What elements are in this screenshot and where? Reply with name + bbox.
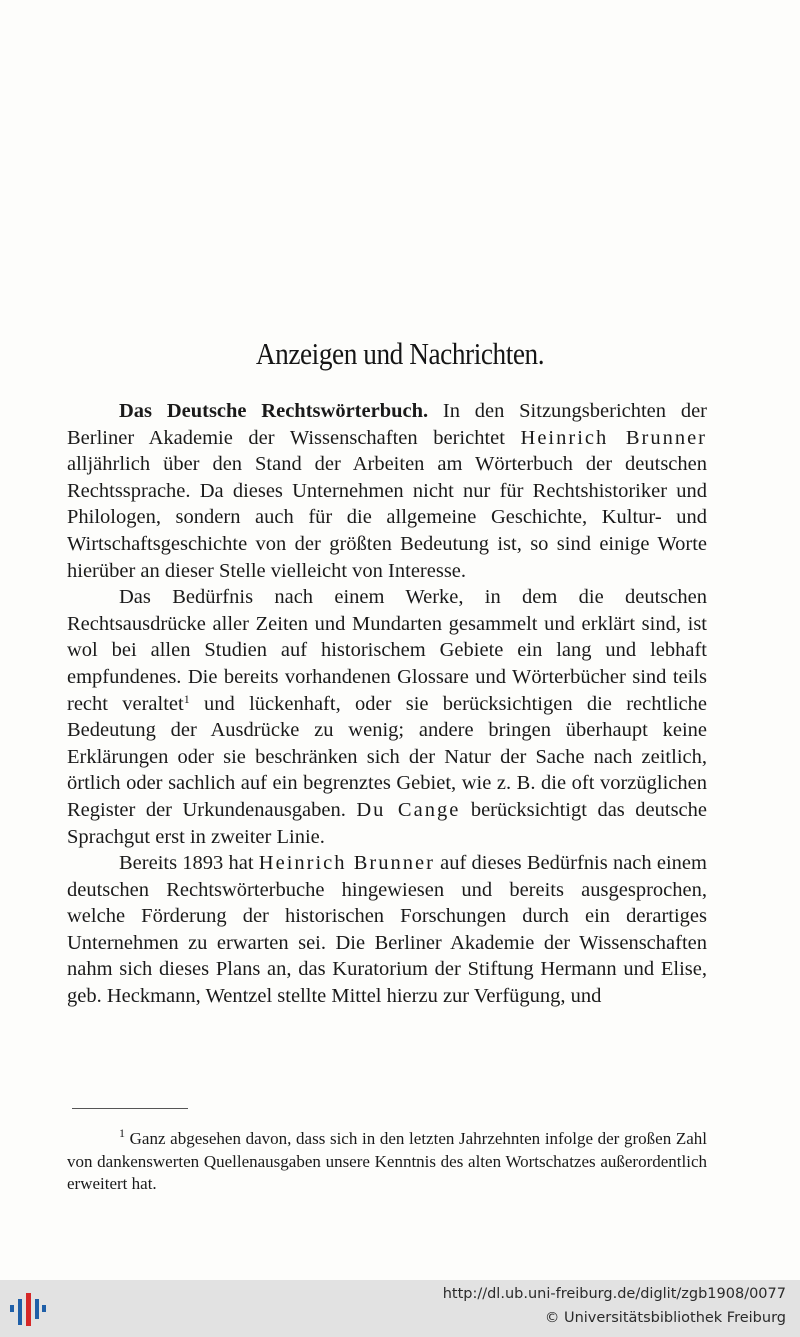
paragraph-2-text-c: berücksichtigt das deutsche Sprachgut erst in zweiter Linie.: [67, 798, 707, 848]
paragraph-3: [67, 850, 707, 1010]
paragraph-1: [67, 398, 707, 584]
permalink-url[interactable]: http://dl.ub.uni-freiburg.de/diglit/zgb1908/0077: [442, 1286, 786, 1302]
article-body: [67, 398, 707, 1010]
footnote-reference: 1: [183, 691, 190, 706]
footnote: [67, 1128, 707, 1196]
copyright-notice: © Universitätsbibliothek Freiburg: [544, 1310, 786, 1326]
paragraph-3-text-a: Bereits 1893 hat: [119, 852, 259, 875]
paragraph-1-text-a: In den Sitzungsberichten der Berliner Akademie der Wissenschaften berichtet: [67, 400, 707, 449]
lead-in-title: Das Deutsche Rechtswörterbuch.: [119, 400, 429, 422]
person-name: Heinrich Brunner: [258, 852, 435, 875]
person-name: Du Cange: [356, 798, 461, 821]
footnote-mark: 1: [119, 1126, 125, 1140]
paragraph-2-text-b: und lückenhaft, oder sie berücksichtigen die rechtliche Bedeutung der Ausdrücke zu wenig; andere bringen überhaupt keine Erklärungen oder sie beschränken sich der Natur der Sache nach zeitlich, örtlich oder sachlich auf ein begrenztes Gebiet, wie z. B. die oft vorzüglichen Register der Urkundenausgaben.: [67, 692, 707, 821]
paragraph-2: [67, 584, 707, 850]
paragraph-3-text-b: auf dieses Bedürfnis nach einem deutschen Rechtswörterbuche hingewiesen und bereits ausgesprochen, welche Förderung der historischen Forschungen durch ein derartiges Unternehmen zu erwarten sei. Die Berliner Akademie der Wissenschaften nahm sich dieses Plans an, das Kuratorium der Stiftung Hermann und Elise, geb. Heckmann, Wentzel stellte Mittel hierzu zur Verfügung, und: [67, 852, 707, 1008]
page-heading: Anzeigen und Nachrichten.: [255, 336, 545, 371]
footnote-divider: [72, 1108, 188, 1109]
footer-bar: [0, 1280, 800, 1337]
ub-freiburg-logo-icon: [8, 1289, 48, 1329]
paragraph-2-text-a: Das Bedürfnis nach einem Werke, in dem die deutschen Rechtsausdrücke aller Zeiten und Mundarten gesammelt und erklärt sind, ist wol bei allen Studien auf historischem Gebiete ein lang und lebhaft empfundenes. Die bereits vorhandenen Glossare und Wörterbücher sind teils recht veraltet: [67, 586, 707, 715]
paragraph-1-text-b: alljährlich über den Stand der Arbeiten am Wörterbuch der deutschen Rechtssprache. Da dieses Unternehmen nicht nur für Rechtshistoriker und Philologen, sondern auch für die allgemeine Geschichte, Kultur- und Wirtschaftsgeschichte von der größten Bedeutung ist, so sind einige Worte hierüber an dieser Stelle vielleicht von Interesse.: [67, 453, 707, 582]
person-name: Heinrich Brunner: [520, 426, 707, 449]
footnote-text: Ganz abgesehen davon, dass sich in den letzten Jahrzehnten infolge der großen Zahl von dankenswerten Quellenausgaben unsere Kenntnis des alten Wortschatzes außerordentlich erweitert hat.: [67, 1129, 707, 1193]
